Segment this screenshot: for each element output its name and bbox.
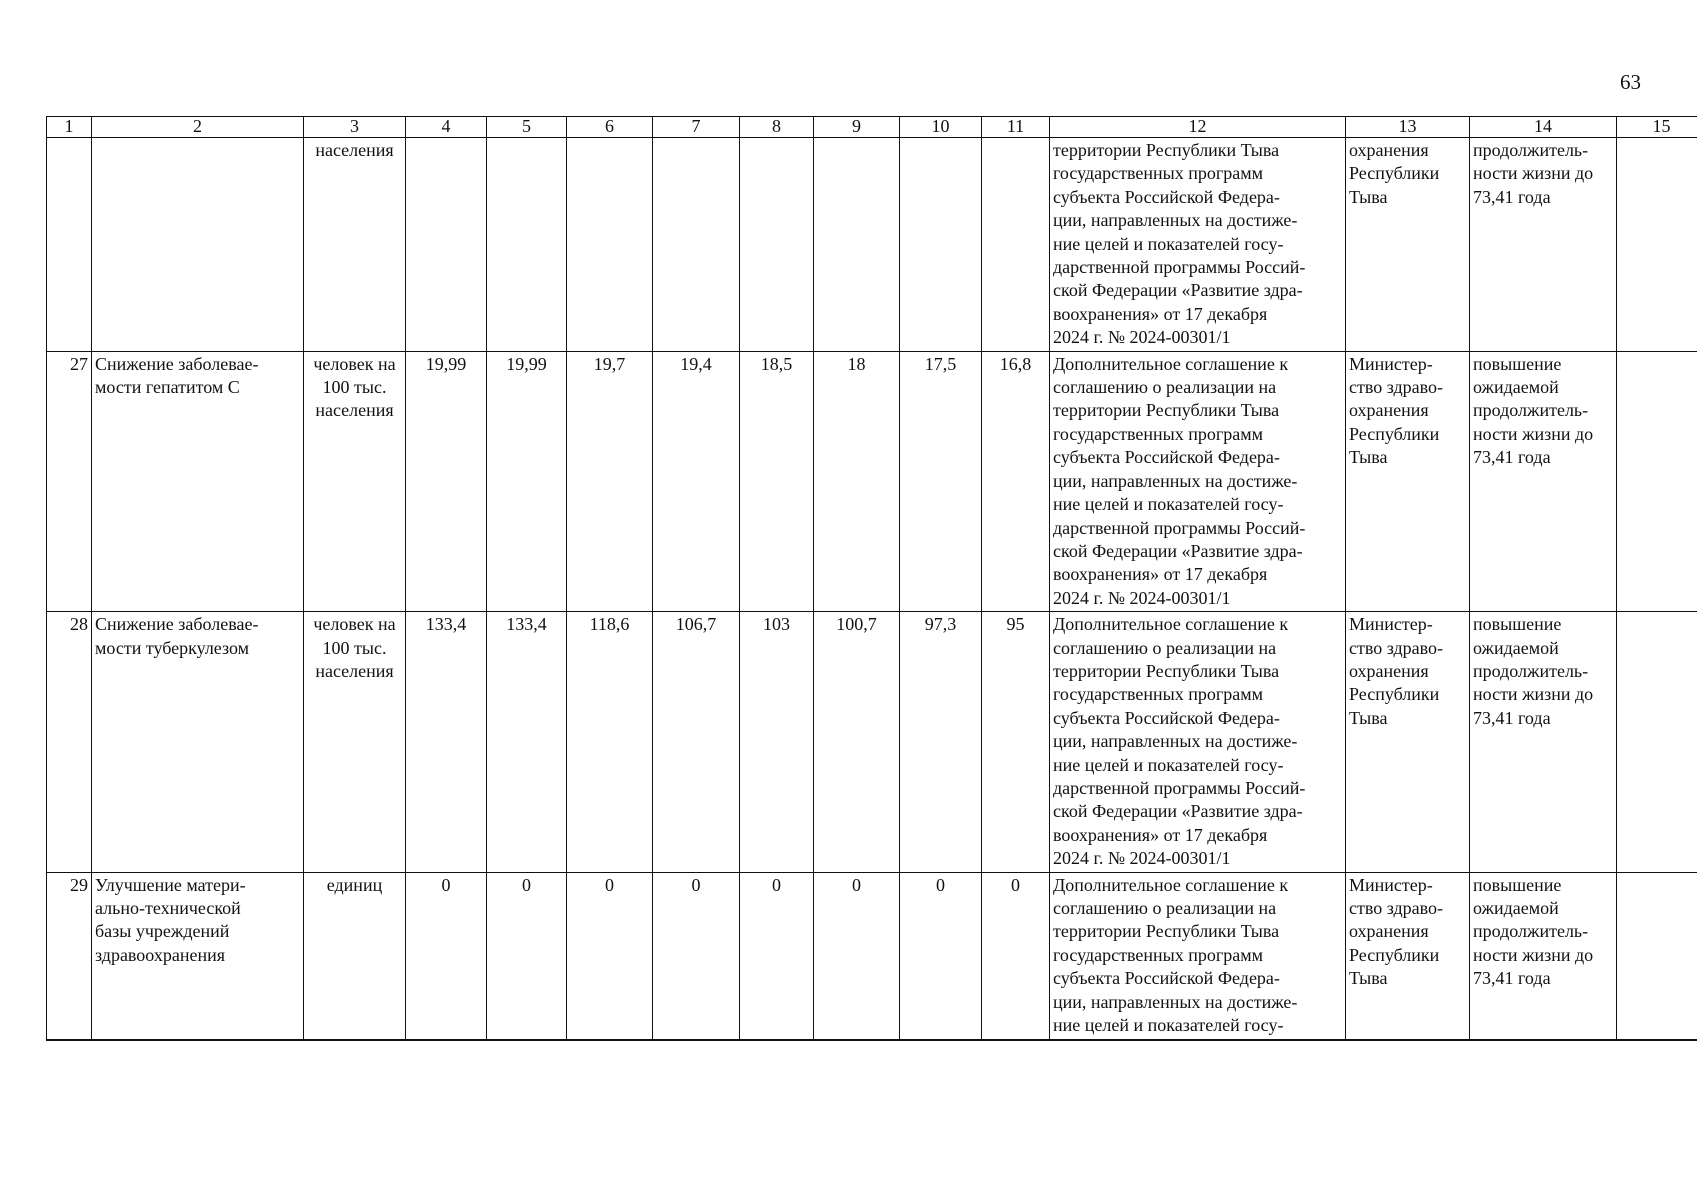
value-col-8: 103 xyxy=(740,612,814,872)
table-row xyxy=(47,138,1697,352)
value-col-10: 0 xyxy=(900,872,982,1040)
value-col-4 xyxy=(406,138,487,352)
value-col-11: 16,8 xyxy=(982,351,1050,611)
legal-basis-document: Дополнительное соглашение к соглашению о реализации на территории Республики Тыва государственных программ субъекта Российской Федера- ции, направленных на достиже- ние целей и показателей госу- дарственной программы Россий- ской Федерации «Развитие здра- воохранения» от 17 декабря 2024 г. № 2024-00301/1 xyxy=(1050,351,1346,611)
value-col-8 xyxy=(740,138,814,352)
value-col-10: 17,5 xyxy=(900,351,982,611)
value-col-7: 0 xyxy=(653,872,740,1040)
linked-goal: повышение ожидаемой продолжитель- ности жизни до 73,41 года xyxy=(1470,612,1617,872)
responsible-body: охранения Республики Тыва xyxy=(1346,138,1470,352)
value-col-9: 100,7 xyxy=(814,612,900,872)
column-header: 9 xyxy=(814,117,900,138)
column-header: 7 xyxy=(653,117,740,138)
table-row xyxy=(47,612,1697,872)
value-col-8: 0 xyxy=(740,872,814,1040)
value-col-5: 19,99 xyxy=(487,351,567,611)
legal-basis-document: Дополнительное соглашение к соглашению о реализации на территории Республики Тыва государственных программ субъекта Российской Федера- ции, направленных на достиже- ние целей и показателей госу- дарственной программы Россий- ской Федерации «Развитие здра- воохранения» от 17 декабря 2024 г. № 2024-00301/1 xyxy=(1050,612,1346,872)
value-col-9: 0 xyxy=(814,872,900,1040)
column-header: 10 xyxy=(900,117,982,138)
column-header: 1 xyxy=(47,117,92,138)
unit-of-measure: человек на 100 тыс. населения xyxy=(304,612,406,872)
column-header: 6 xyxy=(567,117,653,138)
legal-basis-document: территории Республики Тыва государственных программ субъекта Российской Федера- ции, направленных на достиже- ние целей и показателей госу- дарственной программы Россий- ской Федерации «Развитие здра- воохранения» от 17 декабря 2024 г. № 2024-00301/1 xyxy=(1050,138,1346,352)
table-row xyxy=(47,351,1697,611)
column-header: 12 xyxy=(1050,117,1346,138)
row-number: 27 xyxy=(47,351,92,611)
value-col-9: 18 xyxy=(814,351,900,611)
indicator-name: Снижение заболевае- мости гепатитом С xyxy=(92,351,304,611)
indicators-table xyxy=(46,116,1697,1041)
indicator-name: Снижение заболевае- мости туберкулезом xyxy=(92,612,304,872)
column-header: 4 xyxy=(406,117,487,138)
unit-of-measure: человек на 100 тыс. населения xyxy=(304,351,406,611)
value-col-5: 0 xyxy=(487,872,567,1040)
column-15-cell xyxy=(1617,351,1697,611)
value-col-7 xyxy=(653,138,740,352)
value-col-4: 0 xyxy=(406,872,487,1040)
row-number xyxy=(47,138,92,352)
value-col-5 xyxy=(487,138,567,352)
value-col-6: 0 xyxy=(567,872,653,1040)
value-col-9 xyxy=(814,138,900,352)
linked-goal: продолжитель- ности жизни до 73,41 года xyxy=(1470,138,1617,352)
column-header: 15 xyxy=(1617,117,1697,138)
column-15-cell xyxy=(1617,872,1697,1040)
column-header: 11 xyxy=(982,117,1050,138)
row-number: 29 xyxy=(47,872,92,1040)
value-col-10 xyxy=(900,138,982,352)
column-header: 13 xyxy=(1346,117,1470,138)
value-col-11: 0 xyxy=(982,872,1050,1040)
value-col-11: 95 xyxy=(982,612,1050,872)
value-col-11 xyxy=(982,138,1050,352)
value-col-8: 18,5 xyxy=(740,351,814,611)
value-col-4: 133,4 xyxy=(406,612,487,872)
responsible-body: Министер- ство здраво- охранения Республики Тыва xyxy=(1346,872,1470,1040)
value-col-10: 97,3 xyxy=(900,612,982,872)
column-15-cell xyxy=(1617,612,1697,872)
column-number-row xyxy=(47,117,1697,138)
table-row xyxy=(47,872,1697,1040)
value-col-6 xyxy=(567,138,653,352)
value-col-6: 19,7 xyxy=(567,351,653,611)
value-col-4: 19,99 xyxy=(406,351,487,611)
indicator-name xyxy=(92,138,304,352)
responsible-body: Министер- ство здраво- охранения Республики Тыва xyxy=(1346,351,1470,611)
column-header: 14 xyxy=(1470,117,1617,138)
value-col-7: 106,7 xyxy=(653,612,740,872)
unit-of-measure: единиц xyxy=(304,872,406,1040)
column-header: 8 xyxy=(740,117,814,138)
responsible-body: Министер- ство здраво- охранения Республики Тыва xyxy=(1346,612,1470,872)
column-header: 3 xyxy=(304,117,406,138)
value-col-5: 133,4 xyxy=(487,612,567,872)
page-number: 63 xyxy=(1620,70,1641,94)
indicator-name: Улучшение матери- ально-технической базы учреждений здравоохранения xyxy=(92,872,304,1040)
row-number: 28 xyxy=(47,612,92,872)
value-col-7: 19,4 xyxy=(653,351,740,611)
unit-of-measure: населения xyxy=(304,138,406,352)
legal-basis-document: Дополнительное соглашение к соглашению о реализации на территории Республики Тыва государственных программ субъекта Российской Федера- ции, направленных на достиже- ние целей и показателей госу- xyxy=(1050,872,1346,1040)
linked-goal: повышение ожидаемой продолжитель- ности жизни до 73,41 года xyxy=(1470,351,1617,611)
column-15-cell xyxy=(1617,138,1697,352)
column-header: 2 xyxy=(92,117,304,138)
linked-goal: повышение ожидаемой продолжитель- ности жизни до 73,41 года xyxy=(1470,872,1617,1040)
value-col-6: 118,6 xyxy=(567,612,653,872)
column-header: 5 xyxy=(487,117,567,138)
